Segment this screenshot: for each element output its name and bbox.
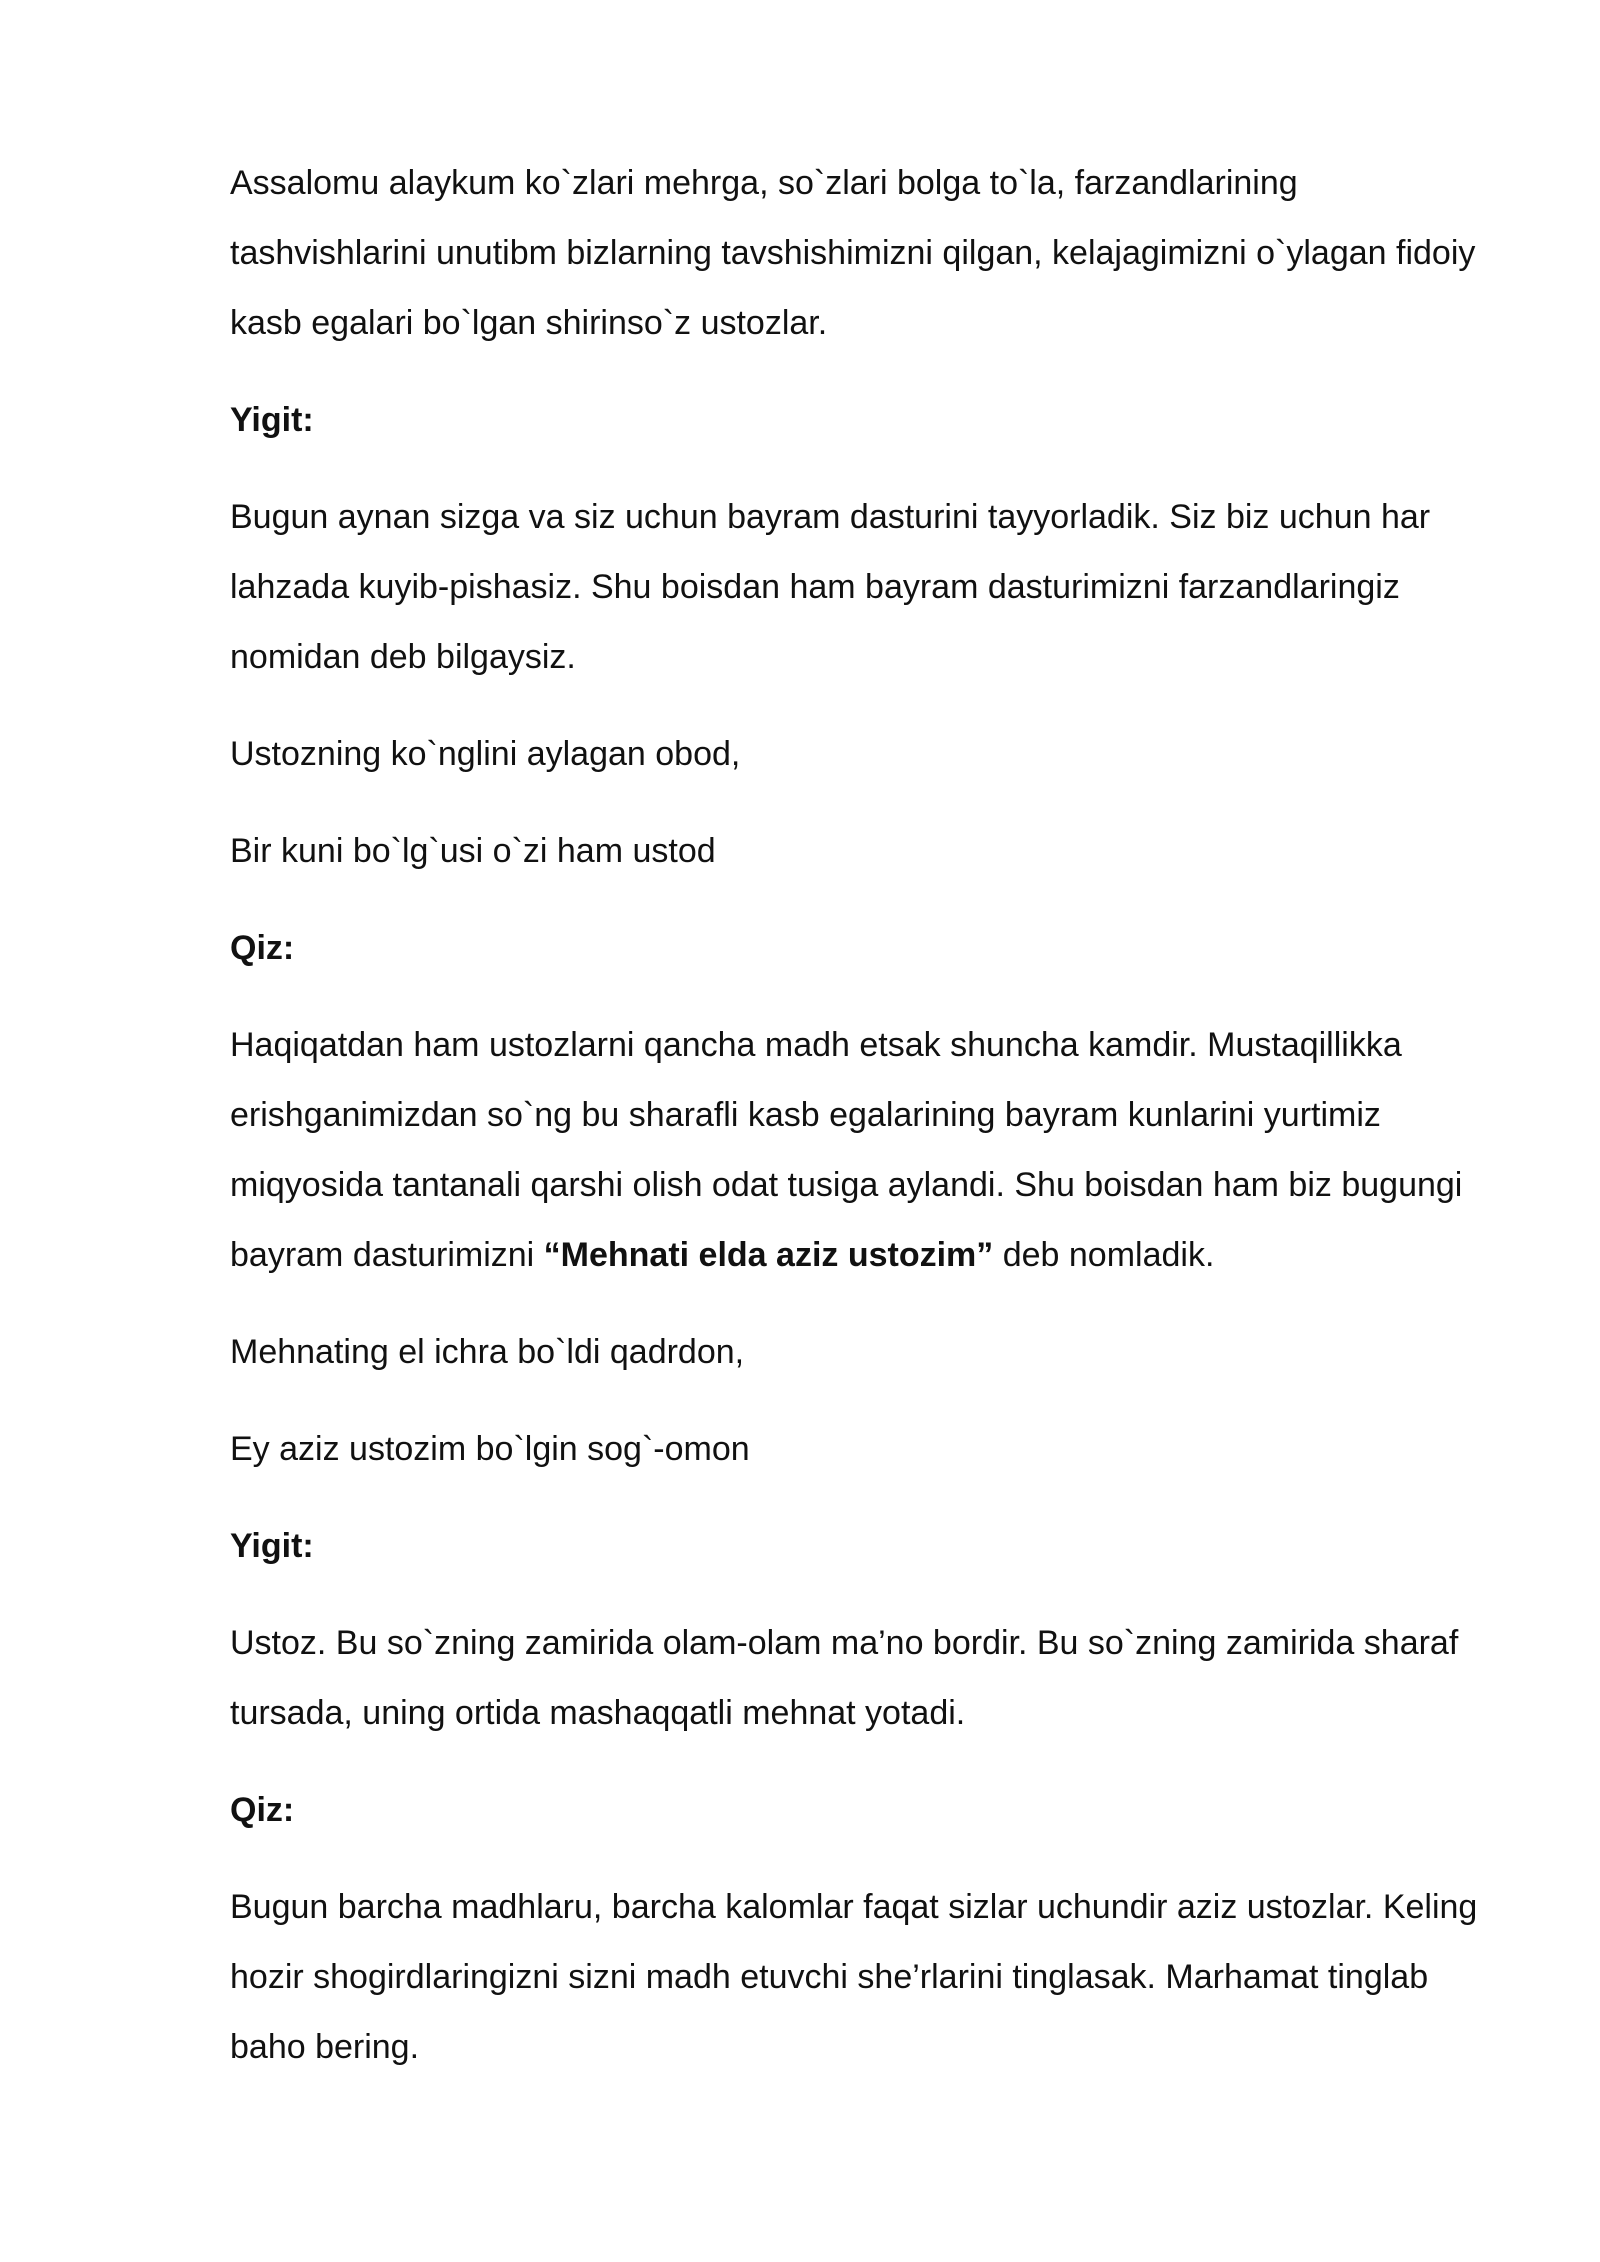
paragraph-text: deb nomladik. [993,1236,1215,1274]
paragraph: Bugun aynan sizga va siz uchun bayram dasturini tayyorladik. Siz biz uchun har lahzada kuyib-pishasiz. Shu boisdan ham bayram dasturimizni farzandlaringiz nomidan deb bilgaysiz. [230,498,1431,676]
intro-paragraph: Assalomu alaykum ko`zlari mehrga, so`zlari bolga to`la, farzandlarining tashvishlarini unutibm bizlarning tavshishimizni qilgan, kelajagimizni o`ylagan fidoiy kasb egalari bo`lgan shirinso`z ustozlar. [230,164,1476,342]
speaker-label: Yigit: [230,401,314,439]
verse-line: Mehnating el ichra bo`ldi qadrdon, [230,1333,745,1371]
paragraph: Bugun barcha madhlaru, barcha kalomlar faqat sizlar uchundir aziz ustozlar. Keling hozir shogirdlaringizni sizni madh etuvchi she’rlarini tinglasak. Marhamat tinglab baho bering. [230,1888,1478,2066]
verse-line: Ustozning ko`nglini aylagan obod, [230,735,741,773]
speaker-label: Qiz: [230,1791,295,1829]
paragraph-text: Haqiqatdan ham ustozlarni qancha madh etsak shuncha kamdir. Mustaqillikka erishganimizdan so`ng bu sharafli kasb egalarining bayram kunlarini yurtimiz miqyosida tantanali qarshi olish odat tusiga aylandi. Shu boisdan ham biz bugungi bayram dasturimizni [230,1026,1463,1274]
speaker-label: Qiz: [230,929,295,967]
verse-line: Bir kuni bo`lg`usi o`zi ham ustod [230,832,716,870]
document-body [230,148,1490,2109]
paragraph: Ustoz. Bu so`zning zamirida olam-olam ma’no bordir. Bu so`zning zamirida sharaf tursada, uning ortida mashaqqatli mehnat yotadi. [230,1624,1459,1732]
verse-line: Ey aziz ustozim bo`lgin sog`-omon [230,1430,750,1468]
paragraph-with-title [230,1010,1490,1290]
program-title: “Mehnati elda aziz ustozim” [543,1236,994,1274]
speaker-label: Yigit: [230,1527,314,1565]
